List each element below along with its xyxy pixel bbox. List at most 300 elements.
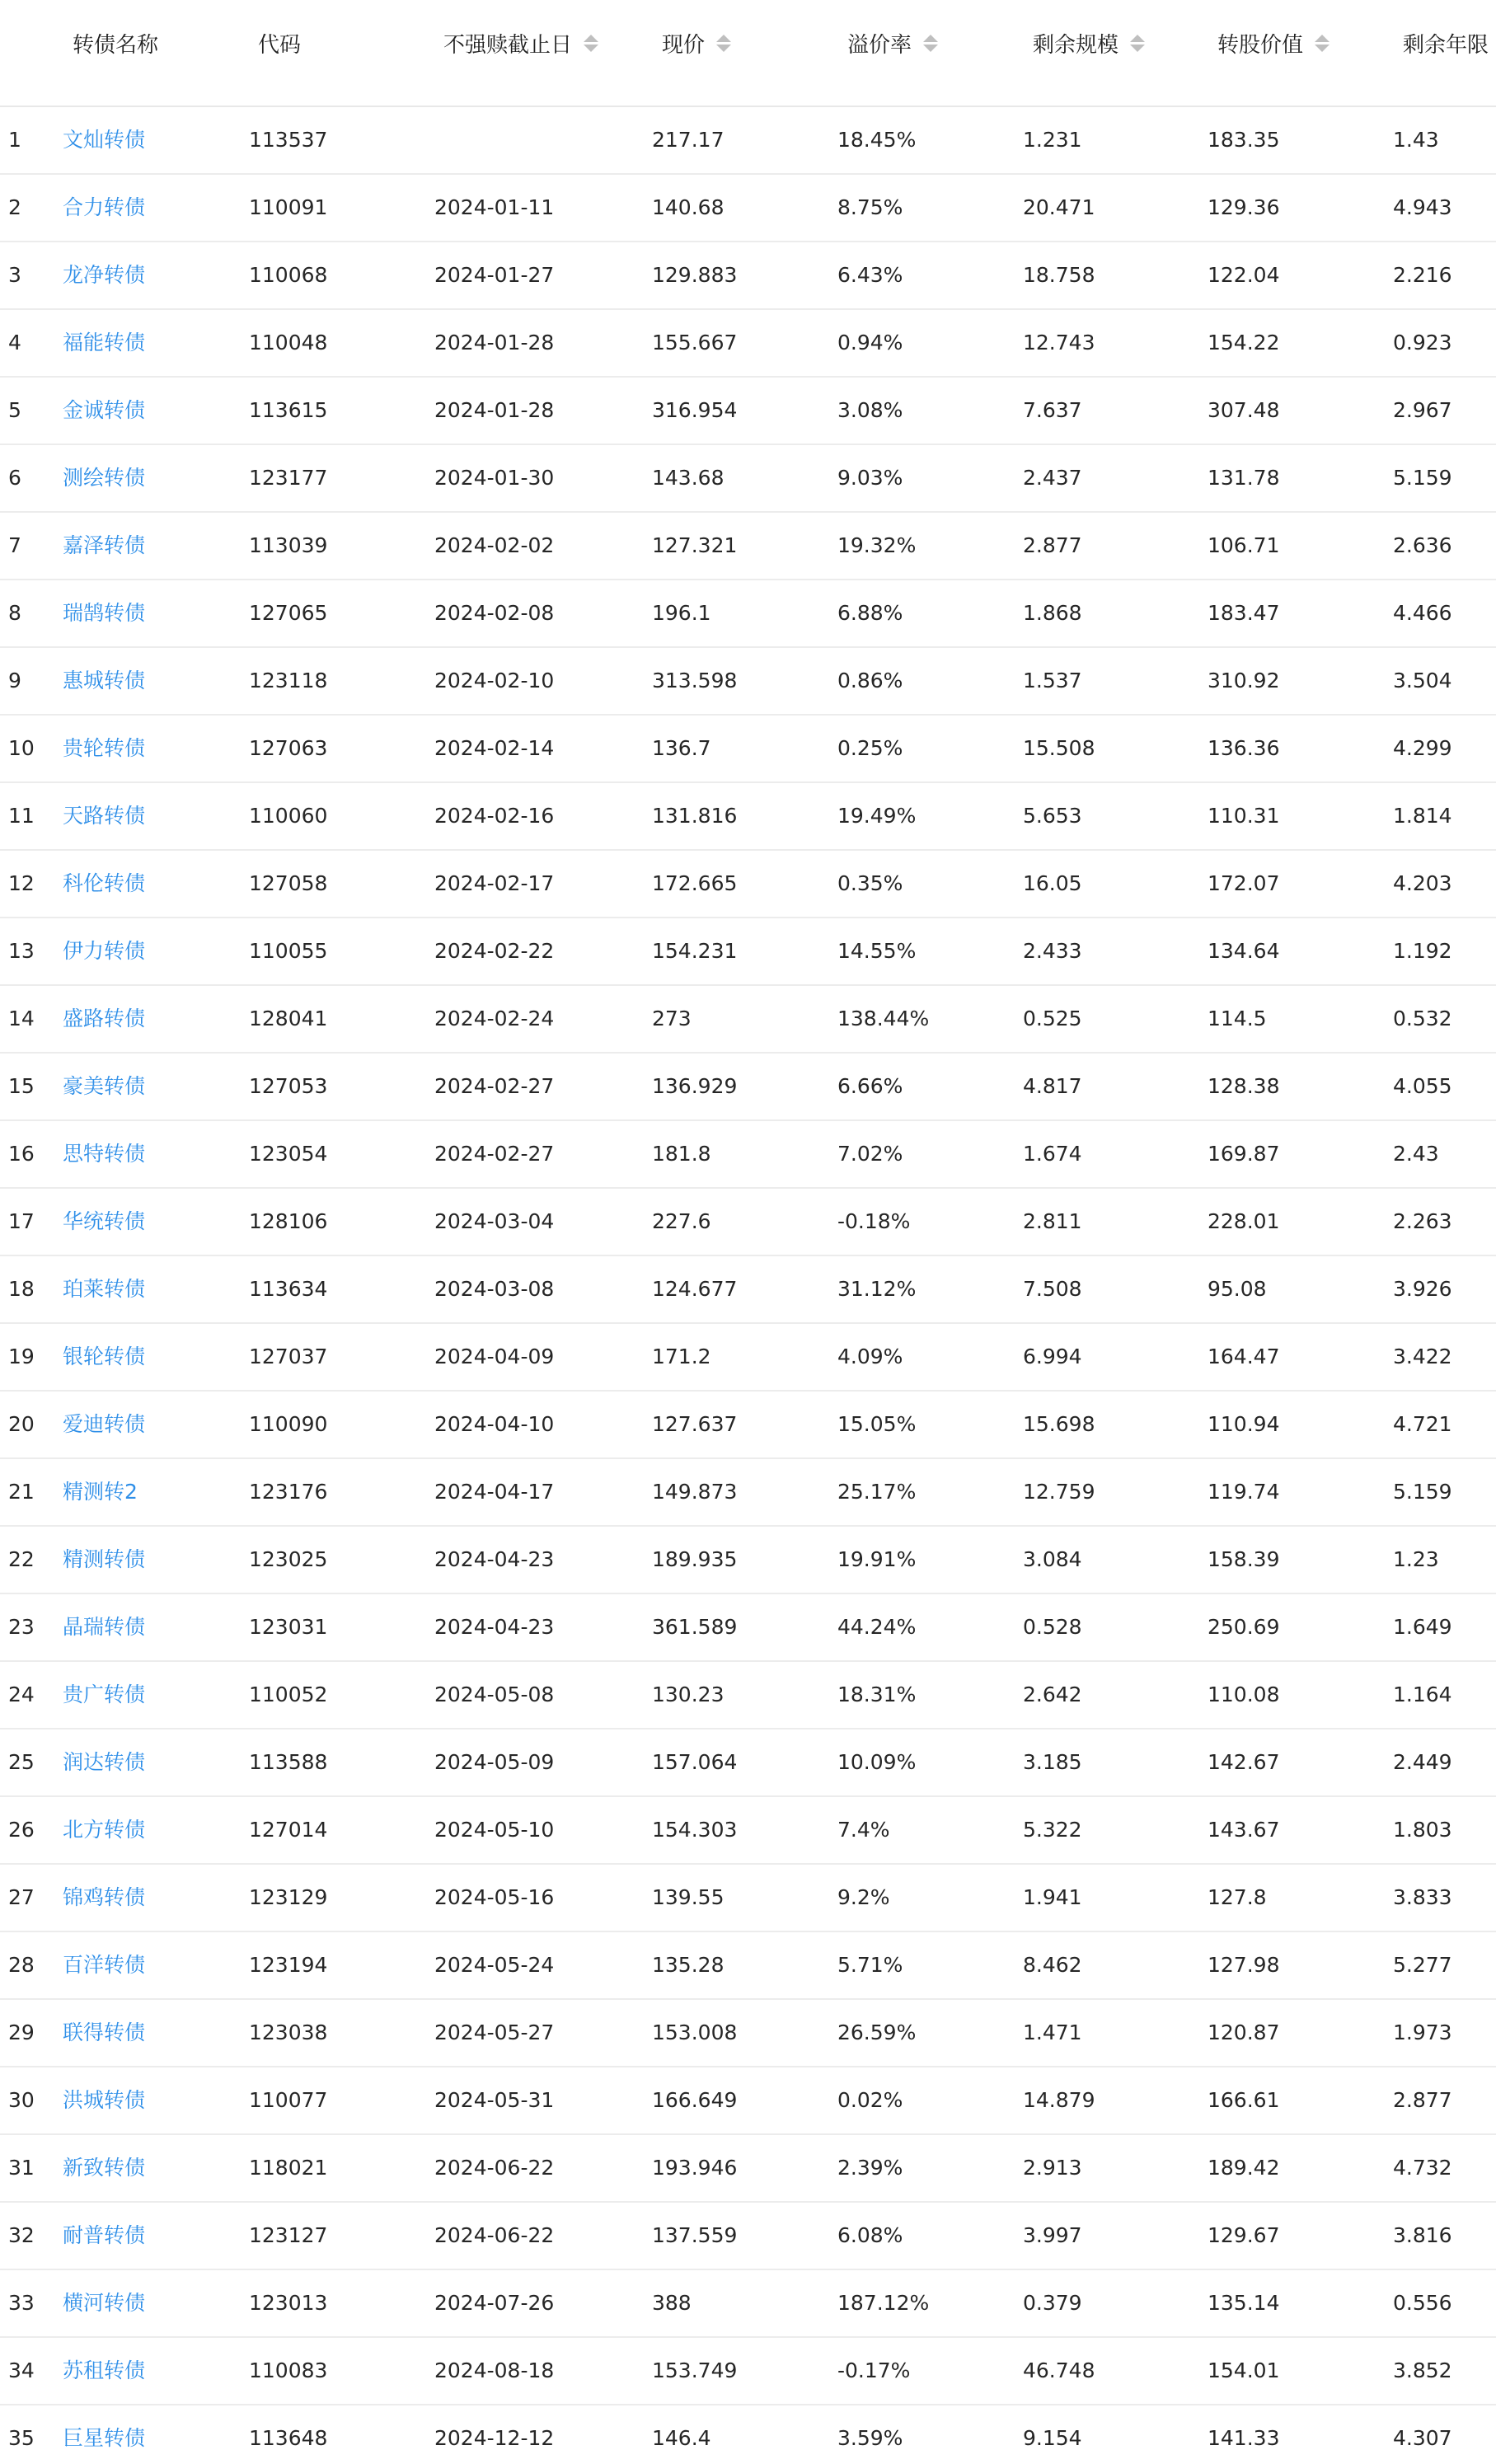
conversion-value: 127.8 xyxy=(1208,1885,1267,1909)
premium-rate: 14.55% xyxy=(837,939,917,963)
conversion-value: 310.92 xyxy=(1208,669,1280,692)
current-price: 155.667 xyxy=(652,331,738,354)
no-redeem-date: 2024-05-08 xyxy=(434,1683,555,1706)
row-index: 25 xyxy=(8,1750,35,1774)
table-row[interactable] xyxy=(0,783,1496,851)
remaining-size: 16.05 xyxy=(1023,871,1082,895)
table-row[interactable] xyxy=(0,2270,1496,2338)
current-price: 196.1 xyxy=(652,601,711,625)
bond-code: 123127 xyxy=(249,2223,328,2247)
remaining-years: 2.877 xyxy=(1393,2088,1452,2112)
conversion-value: 307.48 xyxy=(1208,398,1280,422)
bond-name-link[interactable]: 豪美转债 xyxy=(63,1074,146,1098)
row-index: 7 xyxy=(8,533,21,557)
bond-code: 113039 xyxy=(249,533,328,557)
remaining-size: 2.877 xyxy=(1023,533,1082,557)
sort-caret-icon[interactable] xyxy=(1130,35,1145,52)
bond-name-link[interactable]: 盛路转债 xyxy=(63,1007,146,1030)
row-index: 23 xyxy=(8,1615,35,1639)
table-row[interactable] xyxy=(0,1054,1496,1121)
conversion-value: 154.22 xyxy=(1208,331,1280,354)
bond-code: 110048 xyxy=(249,331,328,354)
remaining-years: 2.967 xyxy=(1393,398,1452,422)
row-index: 9 xyxy=(8,669,21,692)
row-index: 18 xyxy=(8,1277,35,1301)
header-premium[interactable] xyxy=(847,23,938,63)
bond-name-link[interactable]: 耐普转债 xyxy=(63,2223,146,2247)
table-row[interactable] xyxy=(0,2405,1496,2464)
sort-caret-icon[interactable] xyxy=(584,35,598,52)
conversion-value: 134.64 xyxy=(1208,939,1280,963)
conversion-value: 228.01 xyxy=(1208,1209,1280,1233)
premium-rate: -0.17% xyxy=(837,2358,911,2382)
remaining-years: 1.43 xyxy=(1393,128,1439,152)
remaining-size: 20.471 xyxy=(1023,195,1095,219)
header-name[interactable] xyxy=(73,23,158,63)
sort-caret-icon[interactable] xyxy=(716,35,731,52)
bond-name-link[interactable]: 巨星转债 xyxy=(63,2426,146,2450)
bond-name-link[interactable]: 横河转债 xyxy=(63,2291,146,2315)
bond-code: 110077 xyxy=(249,2088,328,2112)
row-index: 6 xyxy=(8,466,21,490)
premium-rate: 19.32% xyxy=(837,533,917,557)
no-redeem-date: 2024-02-17 xyxy=(434,871,555,895)
table-row[interactable] xyxy=(0,1797,1496,1865)
sort-caret-icon[interactable] xyxy=(923,35,938,52)
bond-name-link[interactable]: 北方转债 xyxy=(63,1818,146,1842)
remaining-size: 1.868 xyxy=(1023,601,1082,625)
bond-name-link[interactable]: 华统转债 xyxy=(63,1209,146,1233)
remaining-years: 5.159 xyxy=(1393,1480,1452,1504)
no-redeem-date: 2024-06-22 xyxy=(434,2223,555,2247)
table-row[interactable] xyxy=(0,2135,1496,2203)
sort-caret-icon[interactable] xyxy=(1315,35,1330,52)
header-code[interactable] xyxy=(258,23,301,63)
no-redeem-date: 2024-04-10 xyxy=(434,1412,555,1436)
remaining-years: 3.852 xyxy=(1393,2358,1452,2382)
premium-rate: 3.08% xyxy=(837,398,903,422)
remaining-size: 3.084 xyxy=(1023,1547,1082,1571)
current-price: 154.303 xyxy=(652,1818,738,1842)
table-row[interactable] xyxy=(0,1527,1496,1594)
row-index: 27 xyxy=(8,1885,35,1909)
remaining-size: 7.508 xyxy=(1023,1277,1082,1301)
remaining-years: 0.923 xyxy=(1393,331,1452,354)
premium-rate: 6.43% xyxy=(837,263,903,287)
table-row[interactable] xyxy=(0,175,1496,242)
bond-name-link[interactable]: 银轮转债 xyxy=(63,1345,146,1368)
bond-code: 123038 xyxy=(249,2020,328,2044)
row-index: 33 xyxy=(8,2291,35,2315)
premium-rate: 6.66% xyxy=(837,1074,903,1098)
row-index: 26 xyxy=(8,1818,35,1842)
bond-name-link[interactable]: 百洋转债 xyxy=(63,1953,146,1977)
bond-name-link[interactable]: 科伦转债 xyxy=(63,871,146,895)
conversion-value: 120.87 xyxy=(1208,2020,1280,2044)
no-redeem-date: 2024-05-16 xyxy=(434,1885,555,1909)
premium-rate: 26.59% xyxy=(837,2020,917,2044)
table-row[interactable] xyxy=(0,851,1496,918)
no-redeem-date: 2024-02-27 xyxy=(434,1074,555,1098)
no-redeem-date: 2024-08-18 xyxy=(434,2358,555,2382)
bond-code: 123054 xyxy=(249,1142,328,1166)
no-redeem-date: 2024-02-14 xyxy=(434,736,555,760)
conversion-value: 135.14 xyxy=(1208,2291,1280,2315)
bond-name-link[interactable]: 天路转债 xyxy=(63,804,146,828)
bond-name-link[interactable]: 金诚转债 xyxy=(63,398,146,422)
remaining-size: 1.471 xyxy=(1023,2020,1082,2044)
current-price: 227.6 xyxy=(652,1209,711,1233)
bond-code: 113634 xyxy=(249,1277,328,1301)
bond-code: 110055 xyxy=(249,939,328,963)
remaining-years: 0.556 xyxy=(1393,2291,1452,2315)
premium-rate: 9.2% xyxy=(837,1885,890,1909)
remaining-years: 4.307 xyxy=(1393,2426,1452,2450)
conversion-value: 141.33 xyxy=(1208,2426,1280,2450)
conversion-value: 166.61 xyxy=(1208,2088,1280,2112)
bond-code: 123194 xyxy=(249,1953,328,1977)
row-index: 13 xyxy=(8,939,35,963)
row-index: 24 xyxy=(8,1683,35,1706)
conversion-value: 114.5 xyxy=(1208,1007,1267,1030)
premium-rate: 19.91% xyxy=(837,1547,917,1571)
conversion-value: 110.08 xyxy=(1208,1683,1280,1706)
premium-rate: 8.75% xyxy=(837,195,903,219)
bond-name-link[interactable]: 新致转债 xyxy=(63,2156,146,2180)
no-redeem-date: 2024-02-16 xyxy=(434,804,555,828)
remaining-years: 4.055 xyxy=(1393,1074,1452,1098)
bond-code: 123013 xyxy=(249,2291,328,2315)
table-row[interactable] xyxy=(0,107,1496,175)
conversion-value: 158.39 xyxy=(1208,1547,1280,1571)
remaining-years: 3.833 xyxy=(1393,1885,1452,1909)
bond-code: 123118 xyxy=(249,669,328,692)
current-price: 136.929 xyxy=(652,1074,738,1098)
conversion-value: 183.47 xyxy=(1208,601,1280,625)
header-date[interactable] xyxy=(443,23,598,63)
premium-rate: 187.12% xyxy=(837,2291,930,2315)
remaining-size: 1.231 xyxy=(1023,128,1082,152)
premium-rate: 25.17% xyxy=(837,1480,917,1504)
conversion-value: 164.47 xyxy=(1208,1345,1280,1368)
no-redeem-date: 2024-05-09 xyxy=(434,1750,555,1774)
row-index: 32 xyxy=(8,2223,35,2247)
no-redeem-date: 2024-02-27 xyxy=(434,1142,555,1166)
header-remaining[interactable] xyxy=(1403,23,1489,63)
table-row[interactable] xyxy=(0,513,1496,580)
bond-name-link[interactable]: 惠城转债 xyxy=(63,669,146,692)
conversion-value: 183.35 xyxy=(1208,128,1280,152)
bond-name-link[interactable]: 思特转债 xyxy=(63,1142,146,1166)
row-index: 8 xyxy=(8,601,21,625)
conversion-value: 95.08 xyxy=(1208,1277,1267,1301)
premium-rate: 18.45% xyxy=(837,128,917,152)
no-redeem-date: 2024-01-11 xyxy=(434,195,555,219)
header-premium-label: 溢价率 xyxy=(847,32,912,58)
premium-rate: 0.25% xyxy=(837,736,903,760)
remaining-years: 2.43 xyxy=(1393,1142,1439,1166)
bond-name-link[interactable]: 珀莱转债 xyxy=(63,1277,146,1301)
row-index: 12 xyxy=(8,871,35,895)
header-size[interactable] xyxy=(1033,23,1145,63)
table-row[interactable] xyxy=(0,2067,1496,2135)
premium-rate: 18.31% xyxy=(837,1683,917,1706)
table-row[interactable] xyxy=(0,1324,1496,1392)
table-row[interactable] xyxy=(0,918,1496,986)
remaining-years: 0.532 xyxy=(1393,1007,1452,1030)
table-row[interactable] xyxy=(0,445,1496,513)
table-row[interactable] xyxy=(0,310,1496,378)
remaining-size: 1.674 xyxy=(1023,1142,1082,1166)
row-index: 35 xyxy=(8,2426,35,2450)
bond-name-link[interactable]: 测绘转债 xyxy=(63,466,146,490)
table-row[interactable] xyxy=(0,1662,1496,1729)
current-price: 124.677 xyxy=(652,1277,738,1301)
premium-rate: 5.71% xyxy=(837,1953,903,1977)
row-index: 14 xyxy=(8,1007,35,1030)
row-index: 16 xyxy=(8,1142,35,1166)
premium-rate: -0.18% xyxy=(837,1209,911,1233)
row-index: 31 xyxy=(8,2156,35,2180)
current-price: 127.321 xyxy=(652,533,738,557)
no-redeem-date: 2024-04-09 xyxy=(434,1345,555,1368)
remaining-years: 3.926 xyxy=(1393,1277,1452,1301)
table-row[interactable] xyxy=(0,2000,1496,2067)
premium-rate: 15.05% xyxy=(837,1412,917,1436)
premium-rate: 10.09% xyxy=(837,1750,917,1774)
table-row[interactable] xyxy=(0,1865,1496,1932)
table-row[interactable] xyxy=(0,1121,1496,1189)
row-index: 3 xyxy=(8,263,21,287)
table-row[interactable] xyxy=(0,1932,1496,2000)
no-redeem-date: 2024-03-08 xyxy=(434,1277,555,1301)
remaining-years: 1.192 xyxy=(1393,939,1452,963)
row-index: 2 xyxy=(8,195,21,219)
current-price: 127.637 xyxy=(652,1412,738,1436)
current-price: 193.946 xyxy=(652,2156,738,2180)
remaining-size: 1.537 xyxy=(1023,669,1082,692)
remaining-size: 5.653 xyxy=(1023,804,1082,828)
no-redeem-date: 2024-01-28 xyxy=(434,331,555,354)
current-price: 166.649 xyxy=(652,2088,738,2112)
premium-rate: 7.02% xyxy=(837,1142,903,1166)
bond-name-link[interactable]: 爱迪转债 xyxy=(63,1412,146,1436)
remaining-years: 2.449 xyxy=(1393,1750,1452,1774)
remaining-years: 1.23 xyxy=(1393,1547,1439,1571)
row-index: 34 xyxy=(8,2358,35,2382)
current-price: 273 xyxy=(652,1007,692,1030)
remaining-size: 46.748 xyxy=(1023,2358,1095,2382)
no-redeem-date: 2024-03-04 xyxy=(434,1209,555,1233)
current-price: 189.935 xyxy=(652,1547,738,1571)
row-index: 20 xyxy=(8,1412,35,1436)
table-row[interactable] xyxy=(0,2338,1496,2405)
bond-code: 128041 xyxy=(249,1007,328,1030)
remaining-size: 5.322 xyxy=(1023,1818,1082,1842)
bond-code: 127037 xyxy=(249,1345,328,1368)
table-body xyxy=(0,107,1496,2464)
current-price: 131.816 xyxy=(652,804,738,828)
header-conv-value[interactable] xyxy=(1217,23,1330,63)
remaining-size: 0.528 xyxy=(1023,1615,1082,1639)
row-index: 10 xyxy=(8,736,35,760)
bond-name-link[interactable]: 锦鸡转债 xyxy=(63,1885,146,1909)
table-row[interactable] xyxy=(0,2203,1496,2270)
no-redeem-date: 2024-04-17 xyxy=(434,1480,555,1504)
remaining-years: 4.466 xyxy=(1393,601,1452,625)
current-price: 153.749 xyxy=(652,2358,738,2382)
conversion-value: 110.31 xyxy=(1208,804,1280,828)
current-price: 157.064 xyxy=(652,1750,738,1774)
remaining-size: 14.879 xyxy=(1023,2088,1095,2112)
premium-rate: 0.02% xyxy=(837,2088,903,2112)
remaining-size: 7.637 xyxy=(1023,398,1082,422)
bond-name-link[interactable]: 晶瑞转债 xyxy=(63,1615,146,1639)
current-price: 130.23 xyxy=(652,1683,725,1706)
bond-code: 113615 xyxy=(249,398,328,422)
premium-rate: 19.49% xyxy=(837,804,917,828)
table-row[interactable] xyxy=(0,1392,1496,1459)
no-redeem-date: 2024-02-08 xyxy=(434,601,555,625)
header-size-label: 剩余规模 xyxy=(1033,32,1119,58)
bond-code: 118021 xyxy=(249,2156,328,2180)
remaining-size: 6.994 xyxy=(1023,1345,1082,1368)
table-row[interactable] xyxy=(0,986,1496,1054)
no-redeem-date: 2024-02-10 xyxy=(434,669,555,692)
row-index: 11 xyxy=(8,804,35,828)
premium-rate: 6.08% xyxy=(837,2223,903,2247)
conversion-value: 110.94 xyxy=(1208,1412,1280,1436)
no-redeem-date: 2024-01-28 xyxy=(434,398,555,422)
current-price: 135.28 xyxy=(652,1953,725,1977)
table-row[interactable] xyxy=(0,242,1496,310)
row-index: 29 xyxy=(8,2020,35,2044)
remaining-years: 3.816 xyxy=(1393,2223,1452,2247)
remaining-years: 1.649 xyxy=(1393,1615,1452,1639)
row-index: 1 xyxy=(8,128,21,152)
remaining-years: 4.203 xyxy=(1393,871,1452,895)
header-name-label: 转债名称 xyxy=(73,32,159,58)
bond-code: 127014 xyxy=(249,1818,328,1842)
premium-rate: 3.59% xyxy=(837,2426,903,2450)
bond-code: 113648 xyxy=(249,2426,328,2450)
bond-code: 110091 xyxy=(249,195,328,219)
remaining-years: 3.504 xyxy=(1393,669,1452,692)
bond-name-link[interactable]: 精测转2 xyxy=(63,1480,138,1504)
conversion-value: 122.04 xyxy=(1208,263,1280,287)
row-index: 21 xyxy=(8,1480,35,1504)
remaining-size: 1.941 xyxy=(1023,1885,1082,1909)
bond-name-link[interactable]: 文灿转债 xyxy=(63,128,146,152)
premium-rate: 9.03% xyxy=(837,466,903,490)
remaining-years: 2.263 xyxy=(1393,1209,1452,1233)
no-redeem-date: 2024-04-23 xyxy=(434,1615,555,1639)
remaining-size: 9.154 xyxy=(1023,2426,1082,2450)
row-index: 17 xyxy=(8,1209,35,1233)
no-redeem-date: 2024-07-26 xyxy=(434,2291,555,2315)
table-row[interactable] xyxy=(0,716,1496,783)
row-index: 5 xyxy=(8,398,21,422)
row-index: 22 xyxy=(8,1547,35,1571)
bond-name-link[interactable]: 贵广转债 xyxy=(63,1683,146,1706)
header-price[interactable] xyxy=(662,23,731,63)
remaining-years: 4.299 xyxy=(1393,736,1452,760)
bond-name-link[interactable]: 嘉泽转债 xyxy=(63,533,146,557)
bond-name-link[interactable]: 龙净转债 xyxy=(63,263,146,287)
current-price: 153.008 xyxy=(652,2020,738,2044)
header-code-label: 代码 xyxy=(258,32,302,58)
bond-code: 123031 xyxy=(249,1615,328,1639)
row-index: 19 xyxy=(8,1345,35,1368)
remaining-years: 4.732 xyxy=(1393,2156,1452,2180)
bond-name-link[interactable]: 润达转债 xyxy=(63,1750,146,1774)
bond-code: 123025 xyxy=(249,1547,328,1571)
bond-name-link[interactable]: 精测转债 xyxy=(63,1547,146,1571)
bond-name-link[interactable]: 福能转债 xyxy=(63,331,146,354)
row-index: 30 xyxy=(8,2088,35,2112)
conversion-value: 172.07 xyxy=(1208,871,1280,895)
conversion-value: 136.36 xyxy=(1208,736,1280,760)
table-row[interactable] xyxy=(0,1189,1496,1256)
current-price: 172.665 xyxy=(652,871,738,895)
bond-name-link[interactable]: 洪城转债 xyxy=(63,2088,146,2112)
table-row[interactable] xyxy=(0,1729,1496,1797)
conversion-value: 106.71 xyxy=(1208,533,1280,557)
remaining-size: 2.811 xyxy=(1023,1209,1082,1233)
conversion-value: 189.42 xyxy=(1208,2156,1280,2180)
premium-rate: 6.88% xyxy=(837,601,903,625)
bond-name-link[interactable]: 贵轮转债 xyxy=(63,736,146,760)
bond-name-link[interactable]: 伊力转债 xyxy=(63,939,146,963)
conversion-value: 154.01 xyxy=(1208,2358,1280,2382)
remaining-years: 5.159 xyxy=(1393,466,1452,490)
remaining-years: 1.164 xyxy=(1393,1683,1452,1706)
current-price: 361.589 xyxy=(652,1615,738,1639)
table-row[interactable] xyxy=(0,378,1496,445)
remaining-years: 2.636 xyxy=(1393,533,1452,557)
row-index: 28 xyxy=(8,1953,35,1977)
remaining-size: 15.508 xyxy=(1023,736,1095,760)
table-row[interactable] xyxy=(0,648,1496,716)
conversion-value: 131.78 xyxy=(1208,466,1280,490)
current-price: 146.4 xyxy=(652,2426,711,2450)
table-row[interactable] xyxy=(0,1256,1496,1324)
bond-name-link[interactable]: 苏租转债 xyxy=(63,2358,146,2382)
premium-rate: 0.94% xyxy=(837,331,903,354)
premium-rate: 31.12% xyxy=(837,1277,917,1301)
bond-name-link[interactable]: 合力转债 xyxy=(63,195,146,219)
current-price: 181.8 xyxy=(652,1142,711,1166)
bond-code: 127053 xyxy=(249,1074,328,1098)
bond-name-link[interactable]: 联得转债 xyxy=(63,2020,146,2044)
table-row[interactable] xyxy=(0,1594,1496,1662)
no-redeem-date: 2024-05-27 xyxy=(434,2020,555,2044)
table-header xyxy=(0,0,1496,107)
table-row[interactable] xyxy=(0,580,1496,648)
premium-rate: 138.44% xyxy=(837,1007,930,1030)
remaining-size: 2.433 xyxy=(1023,939,1082,963)
remaining-years: 4.721 xyxy=(1393,1412,1452,1436)
current-price: 171.2 xyxy=(652,1345,711,1368)
remaining-size: 0.525 xyxy=(1023,1007,1082,1030)
remaining-size: 15.698 xyxy=(1023,1412,1095,1436)
bond-name-link[interactable]: 瑞鹄转债 xyxy=(63,601,146,625)
premium-rate: 44.24% xyxy=(837,1615,917,1639)
bond-code: 113588 xyxy=(249,1750,328,1774)
table-row[interactable] xyxy=(0,1459,1496,1527)
remaining-size: 12.743 xyxy=(1023,331,1095,354)
current-price: 217.17 xyxy=(652,128,725,152)
